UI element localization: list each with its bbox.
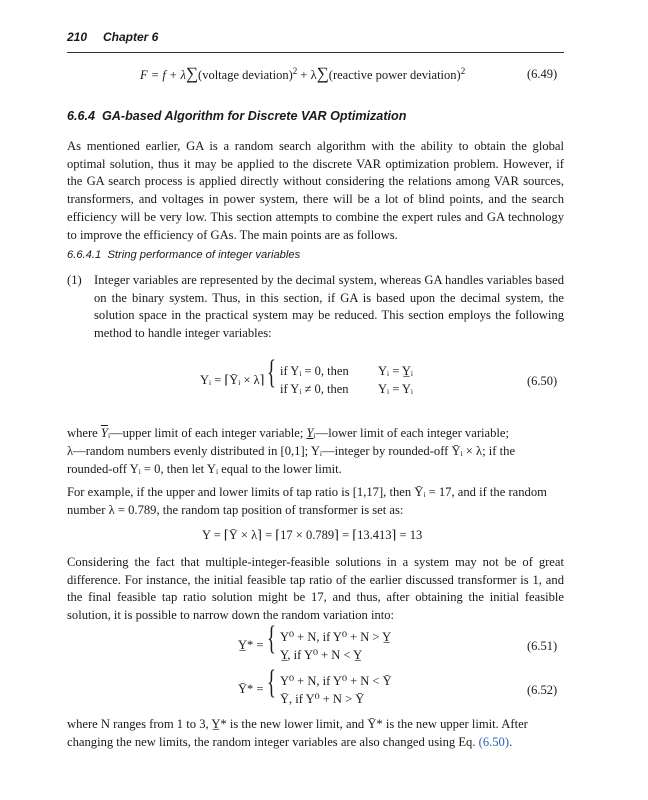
- final-text: .: [509, 735, 513, 749]
- eq-650-case1-res: Yᵢ = Y̲ᵢ: [378, 364, 413, 378]
- equation-number-6-51: (6.51): [527, 639, 558, 653]
- where-text: where: [67, 426, 101, 440]
- eq-650-case2-res: Yᵢ = Yᵢ: [378, 382, 413, 396]
- eq-652-case2: Ȳ, if Y⁰ + N > Ȳ: [280, 692, 365, 706]
- eq-651-lhs: Y̲* =: [238, 638, 264, 652]
- running-header: [67, 30, 564, 53]
- eq-650-case2-cond: if Yᵢ ≠ 0, then: [280, 382, 349, 396]
- list-item-text: Integer variables are represented by the decimal system, whereas GA handles variables based on the binary system. Thus, in this section, if GA is based upon the decimal system, the solution space in the practical system may be reduced. This section employs the following method to handle integer variables:: [94, 273, 564, 341]
- where-text: ᵢ—upper limit of each integer variable;: [107, 426, 307, 440]
- section-number: 6.6.4: [67, 109, 96, 123]
- left-brace: {: [267, 664, 276, 701]
- left-brace: {: [267, 620, 276, 657]
- upper-limit-symbol: $\overline{Y}$: [100, 426, 108, 440]
- equation-6-49: [140, 64, 465, 84]
- subsection-title: String performance of integer variables: [107, 249, 301, 261]
- subsection-heading: [67, 249, 300, 261]
- eq-650-case1-cond: if Yᵢ = 0, then: [280, 364, 349, 378]
- eq-649-sq2: 2: [460, 65, 466, 76]
- eq-649-sq1: 2: [292, 65, 298, 76]
- example-line-2: number λ = 0.789, the random tap position of transformer is set as:: [67, 503, 404, 517]
- equation-number-6-50: (6.50): [527, 374, 558, 388]
- eq-651-case1: Y⁰ + N, if Y⁰ + N > Y̲: [280, 630, 392, 644]
- eq-652-lhs: Ȳ* =: [238, 682, 264, 696]
- where-line-3: rounded-off Yᵢ = 0, then let Yᵢ equal to the lower limit.: [67, 462, 342, 476]
- section-title: GA-based Algorithm for Discrete VAR Optimization: [102, 109, 407, 123]
- eq-649-term1: (voltage deviation): [198, 68, 293, 82]
- sigma-symbol: ∑: [185, 64, 199, 83]
- subsection-number: 6.6.4.1: [67, 249, 102, 261]
- consider-paragraph: Considering the fact that multiple-integer-feasible solutions in a system may not be of great difference. For instance, the initial feasible tap ratio of the earlier discussed transformer is 1, and the final feasible tap ratio solution might be 17, and thus, after obtaining the initial feasible solution, it is possible to narrow down the random variation into:: [67, 555, 564, 623]
- list-marker: (1): [67, 273, 82, 287]
- example-line-1: For example, if the upper and lower limits of tap ratio is [1,17], then Ȳᵢ = 17, and if the random: [67, 485, 547, 499]
- eq-649-left: F = f + λ: [140, 68, 186, 82]
- final-line-2: [67, 734, 512, 752]
- section-heading: [67, 109, 406, 123]
- page-number: 210: [67, 30, 88, 44]
- equation-number-6-49: (6.49): [527, 67, 558, 81]
- equation-number-6-52: (6.52): [527, 683, 558, 697]
- final-line-1: where N ranges from 1 to 3, Y̲* is the new lower limit, and Ȳ* is the new upper limit. After: [67, 717, 528, 731]
- eq-650-lhs: Yᵢ = ⌈Ȳᵢ × λ⌉: [200, 373, 265, 387]
- where-text: ᵢ—lower limit of each integer variable;: [313, 426, 509, 440]
- example-equation: Y = ⌈Ȳ × λ⌉ = ⌈17 × 0.789⌉ = ⌈13.413⌉ = 13: [202, 528, 423, 542]
- final-text: changing the new limits, the random integer variables are also changed using Eq.: [67, 735, 479, 749]
- eq-649-term2: (reactive power deviation): [328, 68, 461, 82]
- eq-651-case2: Y̲, if Y⁰ + N < Y̲: [280, 648, 363, 662]
- where-line-2: λ—random numbers evenly distributed in [0,1]; Yᵢ—integer by rounded-off Ȳᵢ × λ; if the: [67, 444, 516, 458]
- left-brace: {: [267, 354, 276, 391]
- chapter-title: Chapter 6: [103, 30, 159, 44]
- eq-652-case1: Y⁰ + N, if Y⁰ + N < Ȳ: [280, 674, 392, 688]
- intro-paragraph: As mentioned earlier, GA is a random search algorithm with the ability to obtain the global optimal solution, thus it may be applied to the discrete VAR optimization problem. However, if the GA search process is applied directly without considering the relations among VAR sources, transformers, and voltages in power system, there will be a lot of blind points, and the search efficiency will be very low. This section attempts to combine the expert rules and GA technology to improve the efficiency of GAs. The main points are as follows.: [67, 139, 564, 242]
- sigma-symbol: ∑: [316, 64, 329, 83]
- eq-649-plus: + λ: [297, 68, 317, 82]
- lower-limit-symbol: Y: [306, 426, 314, 440]
- equation-reference-link[interactable]: (6.50): [478, 735, 510, 749]
- where-line-1: [67, 425, 564, 443]
